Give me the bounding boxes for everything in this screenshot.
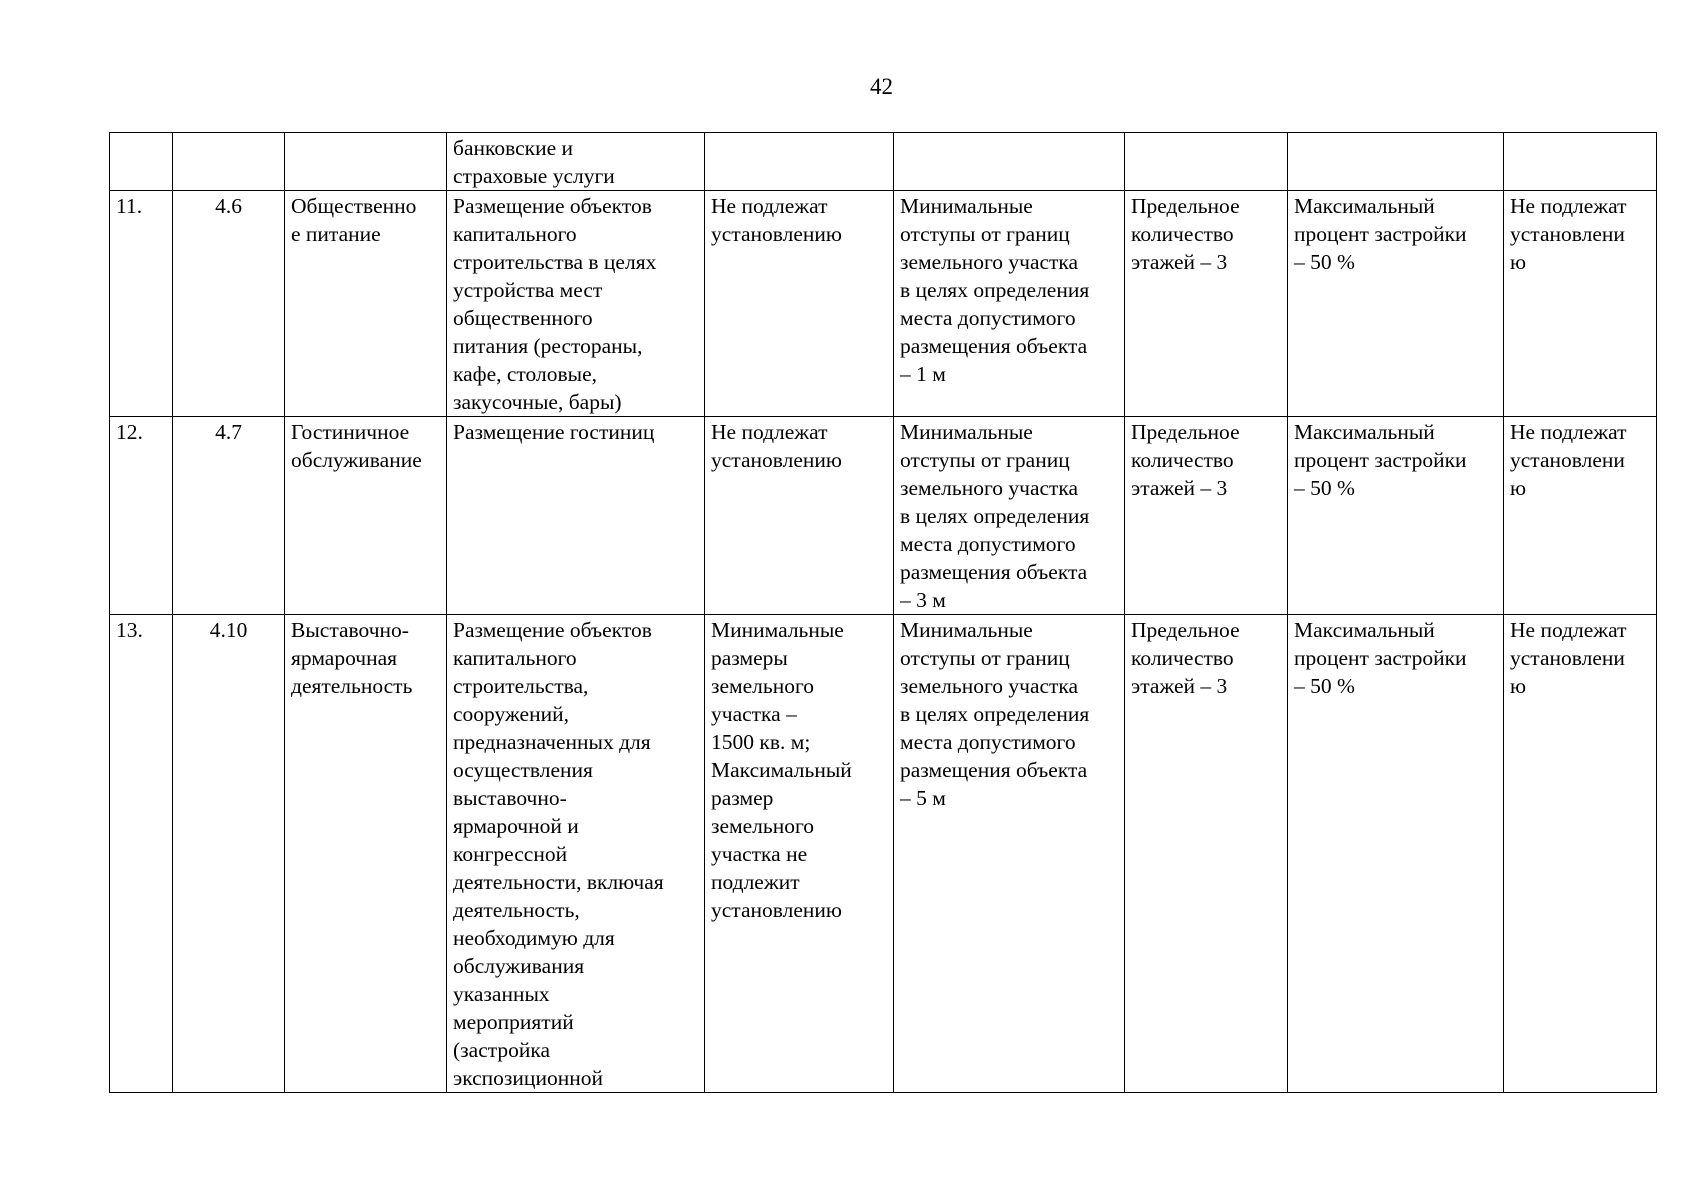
- floors-cell: [1125, 615, 1288, 1093]
- land-use-name: Общественно е питание: [291, 194, 417, 246]
- row-number-cell: [110, 615, 173, 1093]
- row-number: 11.: [116, 194, 143, 218]
- setbacks-cell: [894, 191, 1125, 417]
- code-cell: [173, 191, 285, 417]
- regulations-table: [109, 132, 1657, 1093]
- land-use-name: Гостиничное обслуживание: [291, 420, 422, 472]
- name-cell: [285, 133, 447, 191]
- code-cell: [173, 133, 285, 191]
- coverage-cell: [1288, 133, 1504, 191]
- plot-size-cell: [705, 191, 894, 417]
- description-cell: [447, 191, 705, 417]
- other-cell: [1504, 615, 1657, 1093]
- plot-size-text: Минимальные размеры земельного участка – 1500 кв. м; Максимальный размер земельного участка не подлежит установлению: [711, 618, 852, 922]
- row-number-cell: [110, 133, 173, 191]
- setbacks-cell: [894, 417, 1125, 615]
- land-use-description: банковские и страховые услуги: [453, 136, 615, 188]
- name-cell: [285, 615, 447, 1093]
- land-use-code: 4.10: [209, 618, 248, 642]
- floors-text: Предельное количество этажей – 3: [1131, 194, 1240, 274]
- code-cell: [173, 417, 285, 615]
- other-cell: [1504, 133, 1657, 191]
- setbacks-text: Минимальные отступы от границ земельного участка в целях определения места допустимого размещения объекта – 5 м: [900, 618, 1090, 810]
- coverage-cell: [1288, 417, 1504, 615]
- coverage-text: Максимальный процент застройки – 50 %: [1294, 618, 1467, 698]
- coverage-cell: [1288, 191, 1504, 417]
- land-use-description: Размещение гостиниц: [453, 420, 655, 444]
- coverage-text: Максимальный процент застройки – 50 %: [1294, 420, 1467, 500]
- coverage-text: Максимальный процент застройки – 50 %: [1294, 194, 1467, 274]
- description-cell: [447, 615, 705, 1093]
- setbacks-cell: [894, 615, 1125, 1093]
- table-row: [110, 191, 1657, 417]
- name-cell: [285, 417, 447, 615]
- plot-size-cell: [705, 417, 894, 615]
- plot-size-cell: [705, 133, 894, 191]
- other-text: Не подлежат установлени ю: [1510, 618, 1627, 698]
- land-use-description: Размещение объектов капитального строительства, сооружений, предназначенных для осуществления выставочно- ярмарочной и конгрессной деятельности, включая деятельность, необходимую для обслуживания указанных мероприятий (застройка экспозиционной: [453, 618, 664, 1090]
- row-number-cell: [110, 417, 173, 615]
- page-number: 42: [870, 74, 893, 99]
- row-number: 12.: [116, 420, 143, 444]
- coverage-cell: [1288, 615, 1504, 1093]
- table-row: [110, 615, 1657, 1093]
- description-cell: [447, 133, 705, 191]
- plot-size-cell: [705, 615, 894, 1093]
- land-use-code: 4.6: [215, 194, 242, 218]
- setbacks-cell: [894, 133, 1125, 191]
- code-cell: [173, 615, 285, 1093]
- other-cell: [1504, 191, 1657, 417]
- other-text: Не подлежат установлени ю: [1510, 194, 1627, 274]
- setbacks-text: Минимальные отступы от границ земельного участка в целях определения места допустимого размещения объекта – 3 м: [900, 420, 1090, 612]
- floors-text: Предельное количество этажей – 3: [1131, 618, 1240, 698]
- row-number: 13.: [116, 618, 143, 642]
- name-cell: [285, 191, 447, 417]
- floors-cell: [1125, 191, 1288, 417]
- other-text: Не подлежат установлени ю: [1510, 420, 1627, 500]
- land-use-name: Выставочно- ярмарочная деятельность: [291, 618, 413, 698]
- table-row: [110, 133, 1657, 191]
- row-number-cell: [110, 191, 173, 417]
- land-use-code: 4.7: [215, 420, 242, 444]
- description-cell: [447, 417, 705, 615]
- other-cell: [1504, 417, 1657, 615]
- setbacks-text: Минимальные отступы от границ земельного участка в целях определения места допустимого размещения объекта – 1 м: [900, 194, 1090, 386]
- land-use-description: Размещение объектов капитального строительства в целях устройства мест общественного питания (рестораны, кафе, столовые, закусочные, бары): [453, 194, 657, 414]
- floors-text: Предельное количество этажей – 3: [1131, 420, 1240, 500]
- plot-size-text: Не подлежат установлению: [711, 194, 842, 246]
- floors-cell: [1125, 417, 1288, 615]
- table-row: [110, 417, 1657, 615]
- plot-size-text: Не подлежат установлению: [711, 420, 842, 472]
- floors-cell: [1125, 133, 1288, 191]
